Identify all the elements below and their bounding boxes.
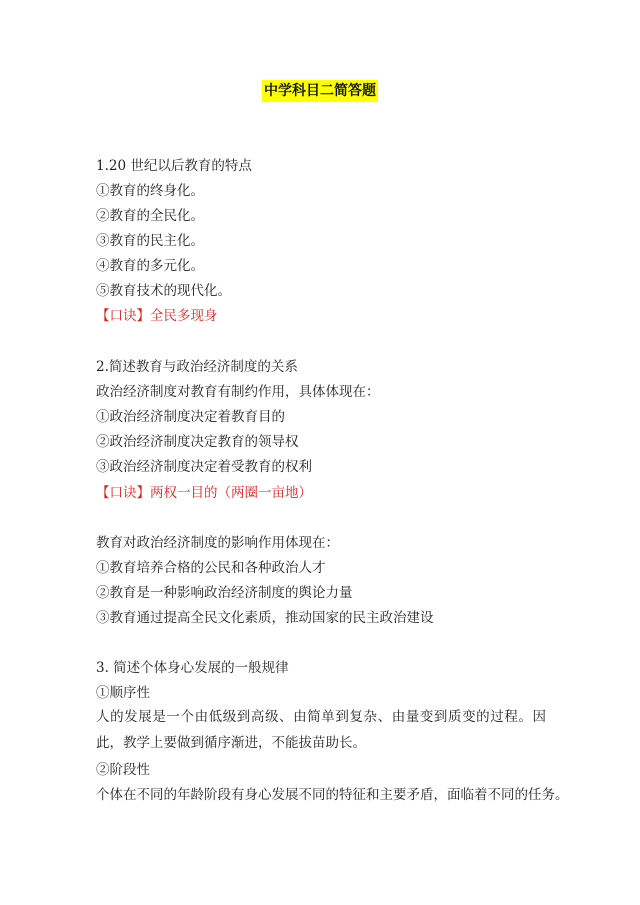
section1-heading: 1.20 世纪以后教育的特点 (96, 158, 252, 174)
section3-heading: 3. 简述个体身心发展的一般规律 (96, 660, 289, 676)
section1-item: ⑤教育技术的现代化。 (96, 283, 231, 299)
section2-item: ③政治经济制度决定着受教育的权利 (96, 459, 312, 475)
section2-item: ①政治经济制度决定着教育目的 (96, 409, 285, 425)
section2-heading: 2.简述教育与政治经济制度的关系 (96, 359, 298, 375)
section2-item2: ③教育通过提高全民文化素质，推动国家的民主政治建设 (96, 610, 434, 626)
page-title: 中学科目二简答题 (262, 80, 378, 102)
section3-para1: 人的发展是一个由低级到高级、由简单到复杂、由量变到质变的过程。因此，教学上要做到循序渐进，不能拔苗助长。 (96, 709, 546, 751)
section1-mnemonic: 【口诀】全民多现身 (96, 308, 218, 324)
section1-item: ③教育的民主化。 (96, 233, 204, 249)
section2-intro: 政治经济制度对教育有制约作用，具体体现在： (96, 384, 380, 400)
section1-item: ①教育的终身化。 (96, 183, 204, 199)
section3-para2: 个体在不同的年龄阶段有身心发展不同的特征和主要矛盾，面临着不同的任务。 (96, 787, 569, 803)
section3-sub2: ②阶段性 (96, 762, 150, 778)
section2-mnemonic: 【口诀】两权一目的（两圈一亩地） (96, 485, 312, 501)
section3-sub1: ①顺序性 (96, 685, 150, 701)
section2-item2: ①教育培养合格的公民和各种政治人才 (96, 560, 326, 576)
section1-item: ②教育的全民化。 (96, 208, 204, 224)
section1-item: ④教育的多元化。 (96, 258, 204, 274)
section2-item: ②政治经济制度决定教育的领导权 (96, 434, 299, 450)
section2-intro2: 教育对政治经济制度的影响作用体现在： (96, 535, 339, 551)
section2-item2: ②教育是一种影响政治经济制度的舆论力量 (96, 585, 353, 601)
title-container (0, 80, 640, 102)
